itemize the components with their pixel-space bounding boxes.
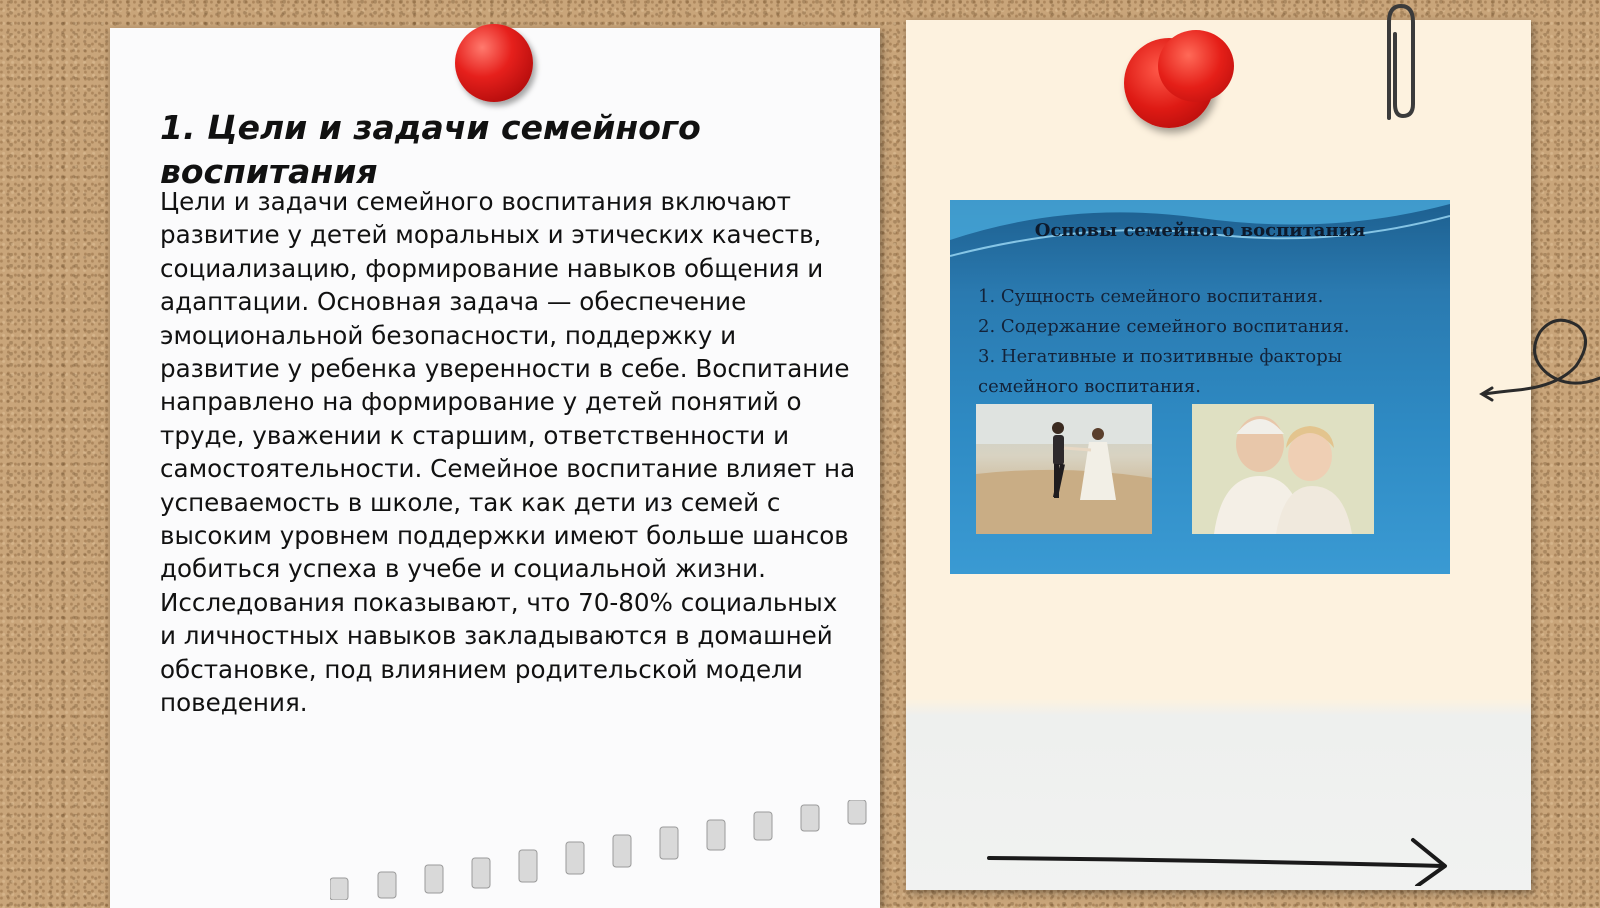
arrow-right-icon: [985, 826, 1455, 886]
spiral-notebook-rings: [330, 800, 890, 900]
slide-title: Основы семейного воспитания: [1034, 220, 1366, 241]
push-pin-icon: [1158, 30, 1234, 102]
slide-list-item: 3. Негативные и позитивные факторы семейного воспитания.: [978, 346, 1343, 397]
couple-on-beach-photo: [976, 404, 1152, 534]
slide-list: [978, 282, 1438, 402]
section-heading: 1. Цели и задачи семейного воспитания: [160, 108, 701, 191]
doodle-squiggle-icon: [1478, 310, 1600, 410]
paper-clip-icon: [1375, 0, 1425, 130]
slide-list-item: 2. Содержание семейного воспитания.: [978, 316, 1350, 337]
push-pin-icon: [455, 24, 533, 102]
slide-list-item: 1. Сущность семейного воспитания.: [978, 286, 1324, 307]
presentation-slide-image: [950, 200, 1450, 574]
elderly-couple-photo: [1192, 404, 1374, 534]
section-body-text: Цели и задачи семейного воспитания включают развитие у детей моральных и этических качеств, социализацию, формирование навыков общения и адаптации. Основная задача — обеспечение эмоциональной безопасности, поддержку и развитие у ребенка уверенности в себе. Воспитание направлено на формирование у детей понятий о труде, уважении к старшим, ответственности и самостоятельности. Семейное воспитание влияет на успеваемость в школе, так как дети из семей с высоким уровнем поддержки имеют больше шансов добиться успеха в учебе и социальной жизни. Исследования показывают, что 70-80% социальных и личностных навыков закладываются в домашней обстановке, под влиянием родительской модели поведения.: [160, 187, 856, 718]
